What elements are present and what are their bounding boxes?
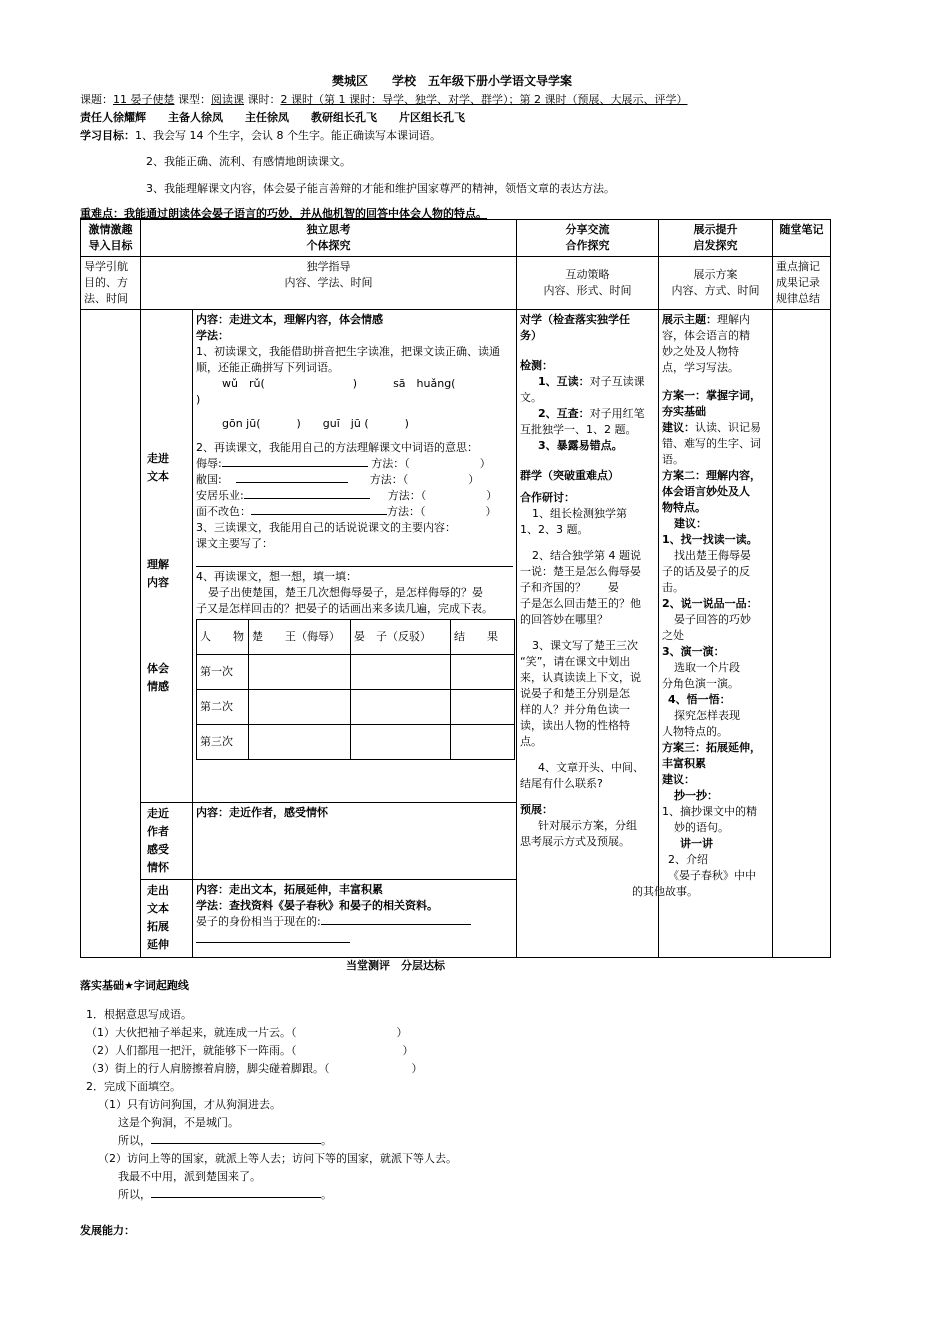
subheader-col5: 重点摘记 成果记录 规律总结 — [773, 257, 831, 310]
q2b2: 我最不中用，派到楚国来了。 — [118, 1170, 261, 1183]
q2a: （1）只有访问狗国，才从狗洞进去。 — [98, 1098, 281, 1111]
word-row-3: 安居乐业: 方法：（ ） — [196, 489, 498, 502]
pinyin-row-1: wǔ rǔ( ) sā huǎng( — [222, 377, 456, 390]
show-cell: 展示主题：理解内 容，体会语言的精 妙之处及人物特 点，学习写法。 方案一：掌握字词， 夯实基础 建议：认读、识记易 错、难写的生字、词 语。 方案二：理解内容， 体会语言妙处及人 物特点。 建议： 1、找一找读一读。 找出楚王侮辱晏 子的话及晏子的反 击。 2、说一说品一品： 晏子回答的巧妙 之处 3、演一演： 选取一个片段 分角色演一演。 4、悟一悟： 探究怎样表现 人物特点的。 方案三：拓展延伸， 丰富积累 建议： 抄一抄： 1、摘抄课文中的精 妙的语句。 讲一讲 2、介绍 《晏子春秋》中中 的其他故事。 — [659, 310, 773, 958]
lesson-line: 课题：11 晏子使楚 课型：阅读课 课时：2 课时（第 1 课时：导学、独学、对学、群学）；第 2 课时（预展、大展示、评学） — [80, 93, 688, 106]
header-col2: 独立思考 个体探究 — [141, 220, 517, 257]
q1: 1．根据意思写成语。 — [86, 1008, 192, 1021]
ability-heading: 发展能力： — [80, 1224, 135, 1237]
stage-s2: 理解 内容 — [147, 558, 169, 589]
q2a2: 这是个狗洞，不是城门。 — [118, 1116, 239, 1129]
main-table — [80, 219, 831, 958]
notes-cell — [773, 310, 831, 958]
header-col3: 分享交流 合作探究 — [517, 220, 659, 257]
indie-main-cell: 内容：走进文本，理解内容，体会情感 学法： 1、初读课文，我能借助拼音把生字读准，把课文读正确、读通 顺，还能正确拼写下列词语。 wǔ rǔ( ) sā huǎng( ) gōn jū( ) guī jū ( ) 2、再读课文，我能用自己的方法理解课文中词语的意思： 侮辱: 方法：（ ） 敝国: 方法：（ ） 安居乐业: 方法：（ ） 面不改色： 方法：（ ） 3、三读课文，我能用自己的话说说课文的主要内容： 课文主要写了： 4、再读课文，想一想，填一填： 晏子出使楚国，楚王几次想侮辱晏子，是怎样侮辱的？晏 子又是怎样回击的？把晏子的话画出来多读几遍，完成下表。 人 物 楚 王（侮辱） 晏 子（反驳） 结 果 第一次 第二次 第三次 — [193, 310, 517, 803]
summary-blank-line — [196, 552, 513, 567]
subheader-col2: 独学指导 内容、学法、时间 — [141, 257, 517, 310]
q1a: （1）大伙把袖子举起来，就连成一片云。（ ） — [86, 1026, 408, 1039]
goal-1: 学习目标：1、我会写 14 个生字，会认 8 个生字。能正确读写本课词语。 — [80, 129, 441, 142]
q2b3: 所以， 。 — [118, 1188, 332, 1201]
header-col1: 激情激趣 导入目标 — [81, 220, 141, 257]
subheader-col3: 互动策略 内容、形式、时间 — [517, 257, 659, 310]
stage-s3: 体会 情感 — [147, 662, 169, 693]
basic-heading: 落实基础★字词起跑线 — [80, 979, 189, 992]
insult-table: 人 物 楚 王（侮辱） 晏 子（反驳） 结 果 第一次 第二次 第三次 — [196, 619, 515, 760]
empty-guide-cell — [81, 310, 141, 958]
test-title: 当堂测评 分层达标 — [346, 959, 445, 972]
subheader-col4: 展示方案 内容、方式、时间 — [659, 257, 773, 310]
word-row-2: 敝国: 方法：（ ） — [196, 473, 480, 486]
q2: 2．完成下面填空。 — [86, 1080, 181, 1093]
subheader-col1: 导学引航 目的、方 法、时间 — [81, 257, 141, 310]
q2b: （2）访问上等的国家，就派上等人去；访问下等的国家，就派下等人去。 — [98, 1152, 457, 1165]
stage-s1: 走进 文本 — [147, 452, 169, 483]
stage-s5: 走出 文本 拓展 延伸 — [141, 880, 193, 958]
share-cell: 对学（检查落实独学任 务） 检测： 1、互读：对子互读课 文。 2、互查：对子用红笔 互批独学一、1、2 题。 3、暴露易错点。 群学（突破重难点） 合作研讨： 1、组长检测独学第 1、2、3 题。 2、结合独学第 4 题说 一说：楚王是怎么侮辱晏 子和齐国的？ 晏 子是怎么回击楚王的？他 的回答妙在哪里？ 3、课文写了楚王三次 “笑”，请在课文中划出 来，认真读读上下文，说 说晏子和楚王分别是怎 样的人？并分角色读一 读，读出人物的性格特 点。 4、文章开头、中间、 结尾有什么联系? 预展： 针对展示方案，分组 思考展示方式及预展。 — [517, 310, 659, 958]
author-content: 内容：走近作者，感受情怀 — [193, 803, 517, 880]
header-col5: 随堂笔记 — [773, 220, 831, 257]
lesson-type: 阅读课 — [211, 93, 244, 106]
ext-cell: 内容：走出文本，拓展延伸，丰富积累 学法：查找资料《晏子春秋》和晏子的相关资料。 晏子的身份相当于现在的: — [193, 880, 517, 958]
stage-labels-main — [141, 310, 193, 803]
pinyin-row-2: gōn jū( ) guī jū ( ) — [222, 417, 409, 430]
staff-line: 责任人徐耀辉 主备人徐凤 主任徐凤 教研组长孔飞 片区组长孔飞 — [80, 111, 465, 124]
stage-s4: 走近 作者 感受 情怀 — [141, 803, 193, 880]
q1c: （3）街上的行人肩膀擦着肩膀，脚尖碰着脚跟。（ ） — [86, 1062, 423, 1075]
goal-2: 2、我能正确、流利、有感情地朗读课文。 — [146, 155, 351, 168]
header-col4: 展示提升 启发探究 — [659, 220, 773, 257]
goal-3: 3、我能理解课文内容，体会晏子能言善辩的才能和维护国家尊严的精神，领悟文章的表达方法。 — [146, 182, 615, 195]
page-title: 樊城区 学校 五年级下册小学语文导学案 — [332, 74, 573, 88]
word-row-1: 侮辱: 方法：（ ） — [196, 457, 491, 470]
lesson-hours: 2 课时（第 1 课时：导学、独学、对学、群学）；第 2 课时（预展、大展示、评学） — [280, 93, 688, 106]
word-row-4: 面不改色： 方法：（ ） — [196, 505, 497, 518]
lesson-subject: 11 晏子使楚 — [113, 93, 175, 106]
key-point: 重难点：我能通过朗读体会晏子语言的巧妙，并从他机智的回答中体会人物的特点。 — [80, 207, 487, 220]
q2a3: 所以， 。 — [118, 1134, 332, 1147]
q1b: （2）人们都甩一把汗，就能够下一阵雨。（ ） — [86, 1044, 414, 1057]
